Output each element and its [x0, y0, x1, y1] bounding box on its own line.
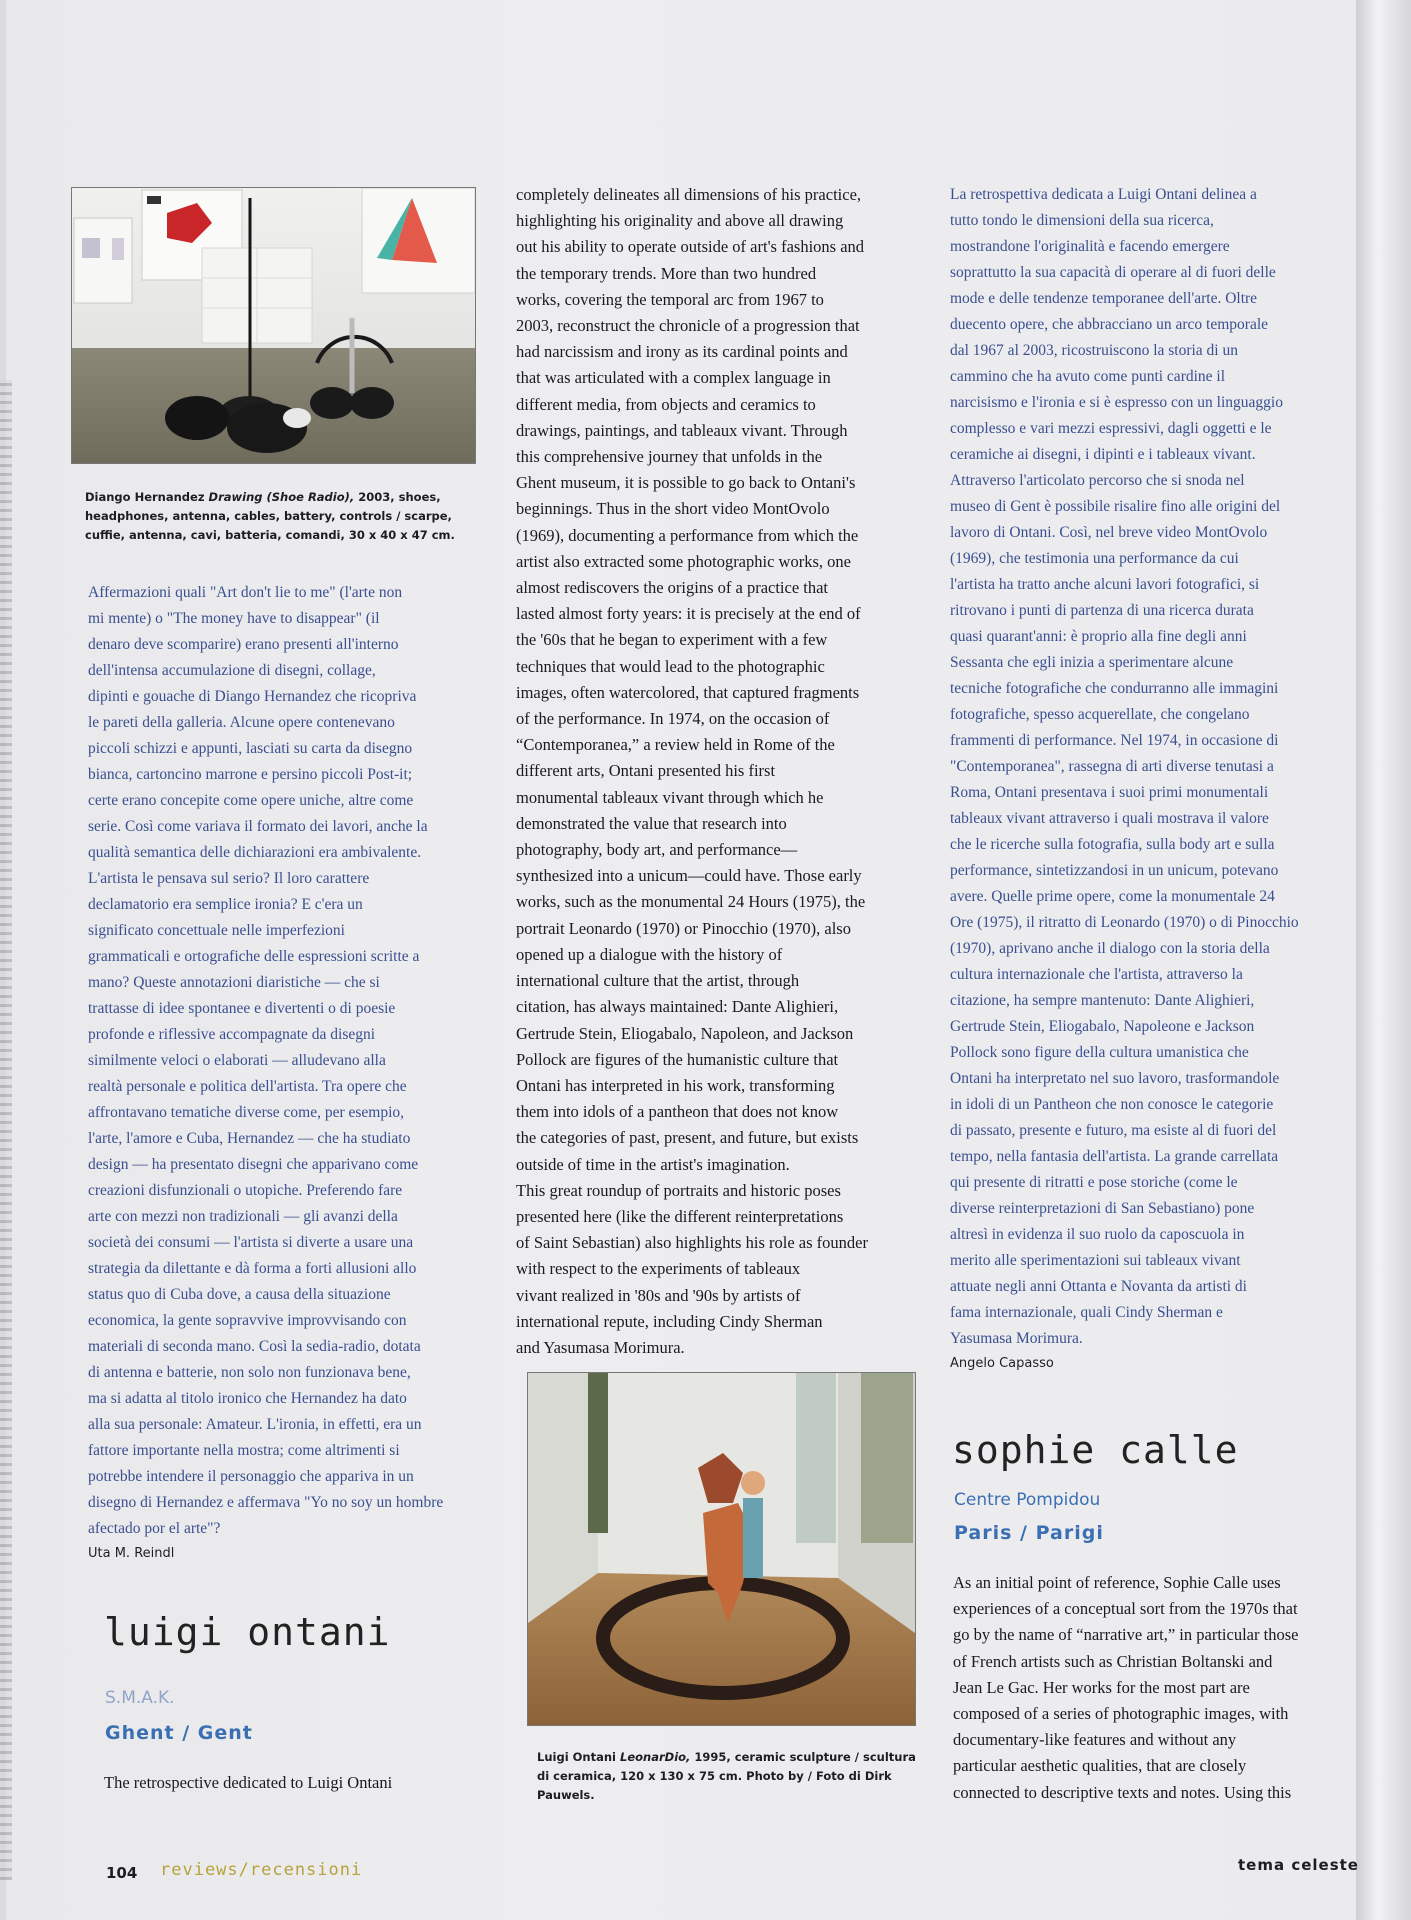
text-line: experiences of a conceptual sort from the 1970s that: [953, 1599, 1298, 1619]
text-line: connected to descriptive texts and notes. Using this: [953, 1782, 1292, 1802]
text-line: declamatorio era semplice ironia? E c'era un: [88, 896, 363, 913]
text-line: merito alle sperimentazioni sui tableaux vivant: [950, 1252, 1241, 1269]
text-line: Ghent museum, it is possible to go back to Ontani's: [516, 473, 856, 493]
text-line: cammino che ha avuto come punti cardine il: [950, 368, 1226, 385]
text-line: grammaticali e ortografiche delle espressioni scritte a: [88, 948, 420, 965]
text-line: citazione, ha sempre mantenuto: Dante Alighieri,: [950, 992, 1255, 1009]
text-line: outside of time in the artist's imagination.: [516, 1154, 790, 1174]
text-line: serie. Così come variava il formato dei lavori, anche la: [88, 818, 428, 835]
text-line: different media, from objects and ceramics to: [516, 394, 816, 414]
text-line: Roma, Ontani presentava i suoi primi monumentali: [950, 784, 1269, 801]
text-line: Pollock are figures of the humanistic culture that: [516, 1049, 839, 1069]
text-line: out his ability to operate outside of art's fashions and: [516, 237, 865, 257]
leonardio-image: [528, 1373, 915, 1725]
text-line: Affermazioni quali "Art don't lie to me" (l'arte non: [88, 584, 403, 601]
english-lines: [516, 182, 916, 1361]
text-line: highlighting his originality and above all drawing: [516, 211, 844, 231]
text-line: dell'intensa accumulazione di disegni, collage,: [88, 662, 376, 679]
text-line: particular aesthetic qualities, that are closely: [953, 1756, 1247, 1776]
text-line: qui presente di ritratti e pose storiche (come le: [950, 1174, 1238, 1191]
text-line: le pareti della galleria. Alcune opere contenevano: [88, 714, 395, 731]
caption-title: LeonarDio,: [620, 1750, 691, 1764]
text-line: monumental tableaux vivant through which he: [516, 787, 824, 807]
text-line: strategia da dilettante e dà forma a forti allusioni allo: [88, 1260, 417, 1277]
text-line: creazioni disfunzionali o utopiche. Preferendo fare: [88, 1182, 403, 1199]
text-line: tableaux vivant attraverso i quali mostrava il valore: [950, 810, 1269, 827]
ontani-english-text: [516, 182, 916, 1361]
text-line: qualità semantica delle dichiarazioni era ambivalente.: [88, 844, 422, 861]
text-line: bianca, cartoncino marrone e persino piccoli Post-it;: [88, 766, 413, 783]
text-line: Attraverso l'articolato percorso che si snoda nel: [950, 472, 1245, 489]
text-line: di antenna e batterie, non solo non funzionava bene,: [88, 1364, 411, 1381]
caption-details: 1995, ceramic sculpture / scultura di ceramica, 120 x 130 x 75 cm. Photo by / Foto di Dirk Pauwels.: [537, 1750, 916, 1802]
text-line: (1969), documenting a performance from which the: [516, 525, 859, 545]
text-line: go by the name of “narrative art,” in particular those: [953, 1625, 1299, 1645]
text-line: documentary-like features and without any: [953, 1730, 1237, 1750]
text-line: photography, body art, and performance—: [516, 840, 798, 860]
text-line: the '60s that he began to experiment with a few: [516, 630, 828, 650]
text-line: demonstrated the value that research into: [516, 813, 787, 833]
text-line: portrait Leonardo (1970) or Pinocchio (1970), also: [516, 918, 851, 938]
text-line: composed of a series of photographic images, with: [953, 1704, 1289, 1724]
ontani-italian-text: [950, 182, 1346, 1371]
text-line: cultura internazionale che l'artista, attraverso la: [950, 966, 1243, 983]
text-line: mode e delle tendenze temporanee dell'arte. Oltre: [950, 290, 1258, 307]
text-line: works, covering the temporal arc from 1967 to: [516, 289, 824, 309]
text-line: Ontani ha interpretato nel suo lavoro, trasformandole: [950, 1070, 1280, 1087]
leonardio-photo: [527, 1372, 916, 1726]
text-line: This great roundup of portraits and historic poses: [516, 1180, 841, 1200]
text-line: different arts, Ontani presented his first: [516, 761, 776, 781]
text-line: ritrovano i punti di partenza di una ricerca durata: [950, 602, 1254, 619]
leonardio-caption: [537, 1748, 922, 1805]
text-line: complesso e vari mezzi espressivi, dagli oggetti e le: [950, 420, 1272, 437]
text-line: arte con mezzi non tradizionali — gli avanzi della: [88, 1208, 398, 1225]
shoe-radio-caption: [85, 488, 483, 545]
text-line: international culture that the artist, through: [516, 971, 800, 991]
text-line: the categories of past, present, and future, but exists: [516, 1128, 859, 1148]
text-line: certe erano concepite come opere uniche, altre come: [88, 792, 414, 809]
page-number: 104: [106, 1864, 138, 1882]
caption-artist: Luigi Ontani: [537, 1750, 616, 1764]
text-line: di passato, presente e futuro, ma esiste al di fuori del: [950, 1122, 1277, 1139]
shoe-radio-photo: [71, 187, 476, 464]
text-line: techniques that would lead to the photographic: [516, 656, 825, 676]
text-line: images, often watercolored, that captured fragments: [516, 682, 860, 702]
text-line: Gertrude Stein, Eliogabalo, Napoleon, and Jackson: [516, 1023, 854, 1043]
text-line: ceramiche ai disegni, i dipinti e i tableaux vivant.: [950, 446, 1256, 463]
text-line: (1969), che testimonia una performance da cui: [950, 550, 1239, 567]
city-ghent: Ghent / Gent: [105, 1722, 253, 1744]
text-line: Ontani has interpreted in his work, transforming: [516, 1075, 835, 1095]
book-spine: [1356, 0, 1411, 1920]
text-line: denaro deve scomparire) erano presenti all'interno: [88, 636, 399, 653]
text-line: ma si adatta al titolo ironico che Hernandez ha dato: [88, 1390, 407, 1407]
text-line: performance, sintetizzandosi in un unicum, potevano: [950, 862, 1279, 879]
text-line: frammenti di performance. Nel 1974, in occasione di: [950, 732, 1279, 749]
text-line: alla sua personale: Amateur. L'ironia, in effetti, era un: [88, 1416, 422, 1433]
text-line: fotografiche, spesso acquerellate, che congelano: [950, 706, 1250, 723]
text-line: attuate negli anni Ottanta e Novanta da artisti di: [950, 1278, 1247, 1295]
review-author: Angelo Capasso: [950, 1356, 1054, 1371]
text-line: completely delineates all dimensions of his practice,: [516, 185, 862, 204]
city-paris: Paris / Parigi: [954, 1522, 1104, 1544]
text-line: them into idols of a pantheon that does not know: [516, 1102, 839, 1122]
text-line: similmente veloci o elaborati — alludevano alla: [88, 1052, 386, 1069]
text-line: “Contemporanea,” a review held in Rome of the: [516, 735, 835, 755]
page-edge: [0, 380, 12, 1880]
text-line: dipinti e gouache di Diango Hernandez che ricopriva: [88, 688, 417, 705]
text-line: tutto tondo le dimensioni della sua ricerca,: [950, 212, 1214, 229]
text-line: realtà personale e politica dell'artista. Tra opere che: [88, 1078, 407, 1095]
text-line: synthesized into a unicum—could have. Those early: [516, 866, 862, 886]
text-line: fama internazionale, quali Cindy Sherman e: [950, 1304, 1223, 1321]
text-line: mostrandone l'originalità e facendo emergere: [950, 238, 1230, 255]
text-line: works, such as the monumental 24 Hours (1975), the: [516, 892, 866, 912]
text-line: fattore importante nella mostra; come altrimenti si: [88, 1442, 400, 1459]
text-line: had narcissism and irony as its cardinal points and: [516, 342, 848, 362]
text-line: vivant realized in '80s and '90s by artists of: [516, 1285, 801, 1305]
text-line: Pollock sono figure della cultura umanistica che: [950, 1044, 1249, 1061]
hernandez-review: [88, 580, 500, 1561]
text-line: l'artista ha tratto anche alcuni lavori fotografici, si: [950, 576, 1260, 593]
artist-name-ontani: luigi ontani: [104, 1610, 391, 1654]
text-line: l'arte, l'amore e Cuba, Hernandez — che ha studiato: [88, 1130, 411, 1147]
text-line: società dei consumi — l'artista si diverte a usare una: [88, 1234, 414, 1251]
review-text: [88, 580, 500, 1542]
text-line: As an initial point of reference, Sophie Calle uses: [953, 1573, 1281, 1592]
text-line: 2003, reconstruct the chronicle of a progression that: [516, 316, 860, 336]
text-line: of Saint Sebastian) also highlights his role as founder: [516, 1233, 868, 1253]
ontani-intro: The retrospective dedicated to Luigi Ontani: [104, 1773, 393, 1792]
text-line: "Contemporanea", rassegna di arti diverse tenutasi a: [950, 758, 1274, 775]
text-line: narcisismo e l'ironia e si è espresso con un linguaggio: [950, 394, 1283, 411]
text-line: affrontavano tematiche diverse come, per esempio,: [88, 1104, 405, 1121]
text-line: profonde e riflessive accompagnate da disegni: [88, 1026, 376, 1043]
text-line: citation, has always maintained: Dante Alighieri,: [516, 997, 839, 1017]
text-line: La retrospettiva dedicata a Luigi Ontani delinea a: [950, 186, 1257, 203]
artist-name-calle: sophie calle: [952, 1428, 1239, 1472]
text-line: (1970), aprivano anche il dialogo con la storia della: [950, 940, 1270, 957]
text-line: and Yasumasa Morimura.: [516, 1337, 685, 1357]
text-line: beginnings. Thus in the short video MontOvolo: [516, 499, 830, 519]
calle-english-text: [953, 1570, 1353, 1806]
calle-lines: [953, 1570, 1353, 1806]
text-line: afectado por el arte"?: [88, 1520, 221, 1537]
text-line: quasi quarant'anni: è proprio alla fine degli anni: [950, 628, 1247, 645]
text-line: lasted almost forty years: it is precisely at the end of: [516, 604, 861, 624]
text-line: tecniche fotografiche che condurranno alle immagini: [950, 680, 1279, 697]
text-line: altresì in evidenza il suo ruolo da caposcuola in: [950, 1226, 1245, 1243]
caption-artist: Diango Hernandez: [85, 490, 205, 504]
text-line: this comprehensive journey that unfolds in the: [516, 447, 823, 467]
text-line: Ore (1975), il ritratto di Leonardo (1970) o di Pinocchio: [950, 914, 1299, 931]
text-line: artist also extracted some photographic works, one: [516, 551, 851, 571]
venue-pompidou: Centre Pompidou: [954, 1490, 1101, 1510]
magazine-name: tema celeste: [1238, 1856, 1359, 1874]
text-line: significato concettuale nelle imperfezioni: [88, 922, 345, 939]
text-line: that was articulated with a complex language in: [516, 368, 831, 388]
venue-smak: S.M.A.K.: [105, 1688, 175, 1708]
text-line: materiali di seconda mano. Così la sedia-radio, dotata: [88, 1338, 421, 1355]
text-line: soprattutto la sua capacità di operare al di fuori delle: [950, 264, 1276, 281]
caption-details: 2003, shoes, headphones, antenna, cables, battery, controls / scarpe, cuffie, antenna, cavi, batteria, comandi, 30 x 40 x 47 cm.: [85, 490, 455, 542]
text-line: dal 1967 al 2003, ricostruiscono la storia di un: [950, 342, 1238, 359]
text-line: disegno di Hernandez e affermava "Yo no soy un hombre: [88, 1494, 444, 1511]
review-author: Uta M. Reindl: [88, 1546, 175, 1561]
text-line: drawings, paintings, and tableaux vivant. Through: [516, 420, 848, 440]
text-line: of the performance. In 1974, on the occasion of: [516, 709, 830, 729]
shoe-radio-image: [72, 188, 475, 463]
text-line: che le ricerche sulla fotografia, sulla body art e sulla: [950, 836, 1275, 853]
text-line: in idoli di un Pantheon che non conosce le categorie: [950, 1096, 1274, 1113]
text-line: status quo di Cuba dove, a causa della situazione: [88, 1286, 391, 1303]
text-line: mano? Queste annotazioni diaristiche — che si: [88, 974, 380, 991]
italian-lines: [950, 182, 1346, 1352]
text-line: presented here (like the different reinterpretations: [516, 1206, 844, 1226]
text-line: international repute, including Cindy Sherman: [516, 1311, 823, 1331]
text-line: tempo, nella fantasia dell'artista. La grande carrellata: [950, 1148, 1279, 1165]
text-line: with respect to the experiments of tableaux: [516, 1259, 801, 1279]
text-line: Gertrude Stein, Eliogabalo, Napoleone e Jackson: [950, 1018, 1255, 1035]
text-line: opened up a dialogue with the history of: [516, 944, 783, 964]
text-line: lavoro di Ontani. Così, nel breve video MontOvolo: [950, 524, 1268, 541]
text-line: design — ha presentato disegni che apparivano come: [88, 1156, 419, 1173]
text-line: trattasse di idee spontanee e divertenti o di poesie: [88, 1000, 396, 1017]
text-line: piccoli schizzi e appunti, lasciati su carta da disegno: [88, 740, 413, 757]
text-line: diverse reinterpretazioni di San Sebastiano) pone: [950, 1200, 1255, 1217]
text-line: L'artista le pensava sul serio? Il loro carattere: [88, 870, 370, 887]
caption-title: Drawing (Shoe Radio),: [208, 490, 355, 504]
text-line: Sessanta che egli inizia a sperimentare alcune: [950, 654, 1234, 671]
text-line: mi mente) o "The money have to disappear" (il: [88, 610, 380, 627]
text-line: Yasumasa Morimura.: [950, 1330, 1083, 1347]
section-label: reviews/recensioni: [160, 1860, 363, 1880]
text-line: of French artists such as Christian Boltanski and: [953, 1651, 1273, 1671]
text-line: potrebbe intendere il personaggio che appariva in un: [88, 1468, 414, 1485]
text-line: avere. Quelle prime opere, come la monumentale 24: [950, 888, 1275, 905]
text-line: duecento opere, che abbracciano un arco temporale: [950, 316, 1269, 333]
text-line: museo di Gent è possibile risalire fino alle origini del: [950, 498, 1281, 515]
text-line: Jean Le Gac. Her works for the most part are: [953, 1677, 1250, 1697]
text-line: almost rediscovers the origins of a practice that: [516, 578, 829, 598]
text-line: economica, la gente sopravvive improvvisando con: [88, 1312, 407, 1329]
text-line: the temporary trends. More than two hundred: [516, 263, 817, 283]
